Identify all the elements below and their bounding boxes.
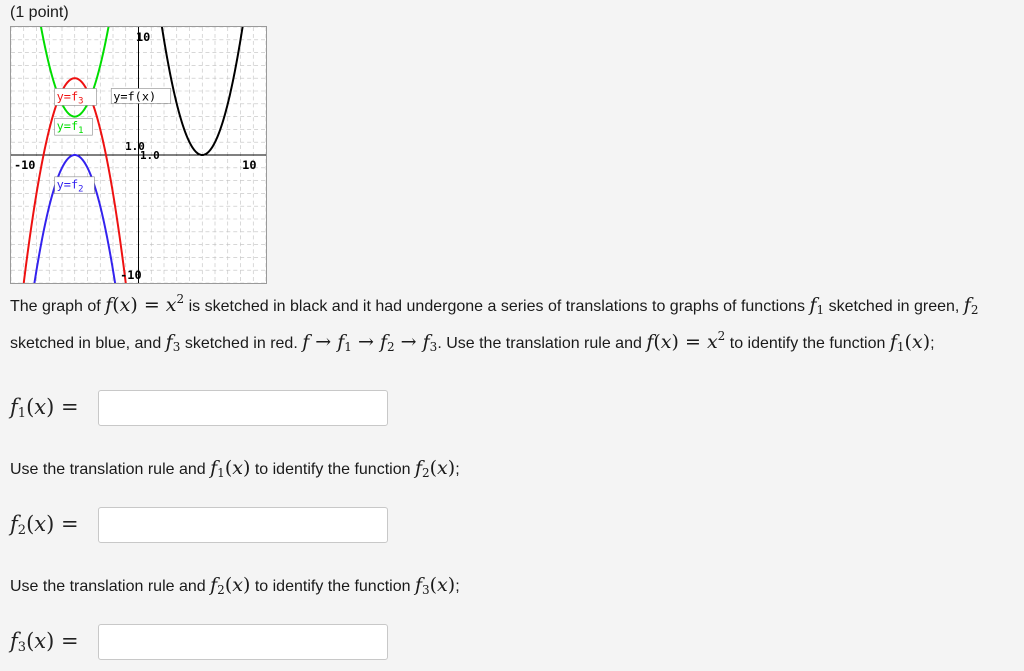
tick-label-y-max: 10 (136, 29, 151, 44)
math-f3x: $f_3(x)$ (414, 574, 456, 597)
problem-text: sketched in blue, and (10, 335, 162, 352)
problem-text: sketched in red. (184, 335, 298, 352)
instruction-2 (10, 455, 460, 486)
instruction-text: ; (455, 461, 460, 478)
curve-label-f: y=f(x) (113, 89, 157, 104)
math-f3: $f_3$ (165, 331, 181, 354)
problem-text: to identify the function (729, 335, 886, 352)
answer-row-3 (10, 624, 388, 660)
answer-input-f1[interactable] (98, 390, 388, 426)
answer-label-f2: $f_2(x)$ = (10, 512, 79, 538)
math-f1x: $f_1(x)$ (210, 457, 251, 480)
tick-label-x-max: 10 (242, 157, 257, 172)
problem-text: ; (930, 335, 935, 352)
problem-text: The graph of (10, 298, 101, 315)
math-f2x: $f_2(x)$ (210, 574, 251, 597)
problem-text: sketched in green, (828, 298, 960, 315)
math-chain: $f \to f_1 \to f_2 \to f_3$ (302, 331, 438, 354)
curve-label-f3: $y=f_3$ (56, 89, 84, 107)
math-f-def: $f(x) = x^2$ (646, 329, 726, 353)
unit-label-y: 1.0 (125, 140, 145, 154)
instruction-text: to identify the function (254, 461, 411, 478)
answer-label-f1: $f_1(x)$ = (10, 395, 79, 421)
curve-label-f1: $y=f_1$ (56, 119, 84, 137)
math-f1: $f_1$ (809, 294, 825, 317)
instruction-text: ; (455, 578, 460, 595)
problem-statement (10, 286, 1000, 360)
instruction-text: Use the translation rule and (10, 461, 206, 478)
instruction-text: Use the translation rule and (10, 578, 206, 595)
math-f2x: $f_2(x)$ (414, 457, 456, 480)
answer-input-f2[interactable] (98, 507, 388, 543)
tick-label-y-min: -10 (120, 268, 142, 283)
math-f1x: $f_1(x)$ (889, 331, 931, 354)
answer-row-2 (10, 507, 388, 543)
instruction-3 (10, 572, 460, 603)
curve-label-f2: $y=f_2$ (56, 177, 84, 195)
instruction-text: to identify the function (254, 578, 411, 595)
points-label: (1 point) (10, 4, 69, 21)
math-f2: $f_2$ (963, 294, 979, 317)
answer-input-f3[interactable] (98, 624, 388, 660)
function-graph (10, 26, 267, 284)
problem-text: is sketched in black and it had undergone a series of translations to graphs of functions (188, 298, 805, 315)
tick-label-x-min: -10 (13, 157, 36, 172)
unit-label-x: 1.0 (139, 148, 160, 162)
answer-label-f3: $f_3(x)$ = (10, 629, 79, 655)
answer-row-1 (10, 390, 388, 426)
problem-text: . Use the translation rule and (437, 335, 642, 352)
math-f-def: $f(x) = x^2$ (105, 292, 185, 316)
